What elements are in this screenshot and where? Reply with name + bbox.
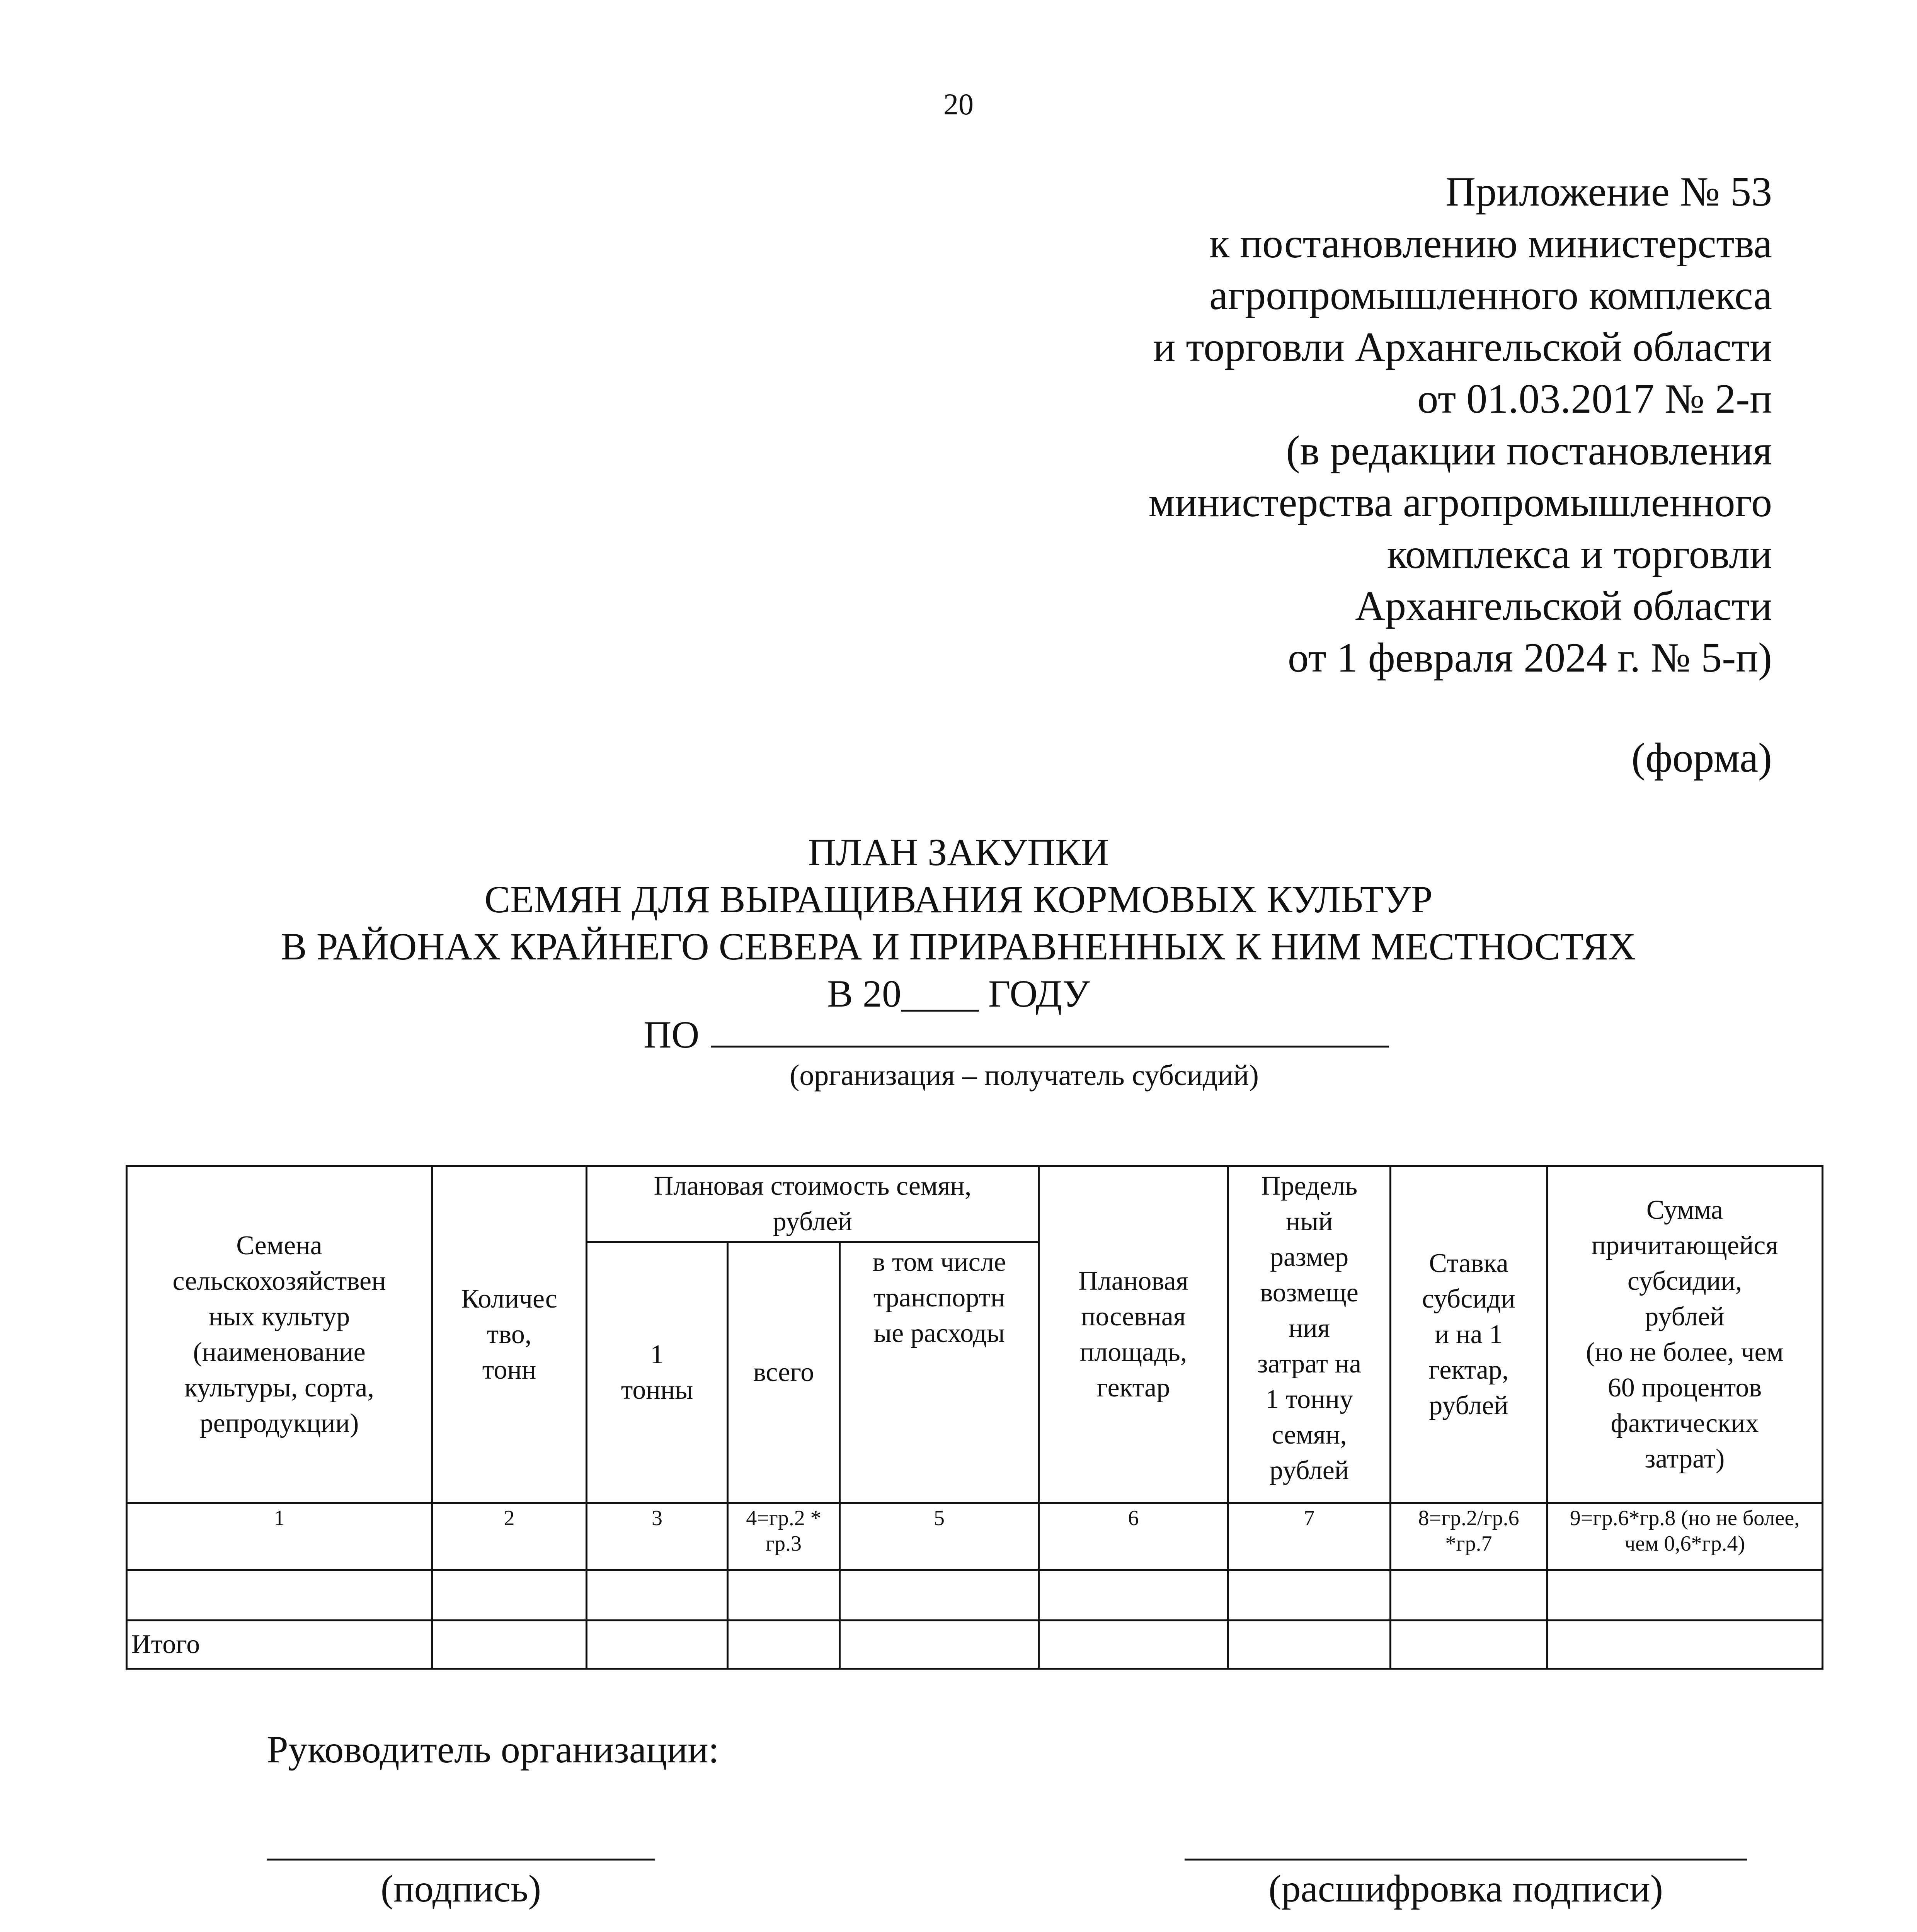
header-quantity: Количес тво, тонн bbox=[432, 1166, 587, 1503]
column-number: 8=гр.2/гр.6 *гр.7 bbox=[1391, 1503, 1547, 1570]
column-number: 2 bbox=[432, 1503, 587, 1570]
table-cell[interactable] bbox=[1547, 1621, 1823, 1669]
column-number: 7 bbox=[1228, 1503, 1391, 1570]
appendix-line: от 01.03.2017 № 2-п bbox=[1417, 376, 1772, 422]
header-planned-area: Плановая посевная площадь, гектар bbox=[1039, 1166, 1228, 1503]
appendix-line: к постановлению министерства bbox=[1209, 221, 1772, 267]
appendix-line: агропромышленного комплекса bbox=[1209, 272, 1772, 318]
table-cell[interactable] bbox=[728, 1570, 840, 1621]
column-number: 6 bbox=[1039, 1503, 1228, 1570]
column-number: 1 bbox=[127, 1503, 432, 1570]
header-cost-total: всего bbox=[728, 1242, 840, 1503]
procurement-plan-table bbox=[126, 1165, 1823, 1670]
table-cell[interactable] bbox=[432, 1621, 587, 1669]
org-prefix: ПО bbox=[644, 1013, 700, 1056]
table-cell[interactable] bbox=[728, 1621, 840, 1669]
organization-line bbox=[644, 1012, 1389, 1057]
appendix-line: Приложение № 53 bbox=[1445, 169, 1772, 215]
appendix-line: (в редакции постановления bbox=[1286, 428, 1772, 474]
table-cell[interactable] bbox=[1391, 1570, 1547, 1621]
header-subsidy-rate: Ставка субсиди и на 1 гектар, рублей bbox=[1391, 1166, 1547, 1503]
page-number: 20 bbox=[943, 87, 974, 121]
column-number: 4=гр.2 * гр.3 bbox=[728, 1503, 840, 1570]
total-row bbox=[127, 1621, 1823, 1669]
table-cell[interactable] bbox=[432, 1570, 587, 1621]
title-line: В РАЙОНАХ КРАЙНЕГО СЕВЕРА И ПРИРАВНЕННЫХ К НИМ МЕСТНОСТЯХ bbox=[281, 925, 1636, 968]
organization-field[interactable] bbox=[711, 1014, 1389, 1048]
header-subsidy-amount: Сумма причитающейся субсидии, рублей (но не более, чем 60 процентов фактических затрат) bbox=[1547, 1166, 1823, 1503]
title-line: В 20____ ГОДУ bbox=[827, 972, 1090, 1015]
head-signature-caption: (подпись) bbox=[380, 1867, 541, 1910]
table-cell[interactable] bbox=[1547, 1570, 1823, 1621]
head-signature-line[interactable] bbox=[267, 1859, 655, 1861]
org-caption: (организация – получатель субсидий) bbox=[790, 1059, 1259, 1092]
column-number: 5 bbox=[840, 1503, 1039, 1570]
appendix-line: комплекса и торговли bbox=[1387, 531, 1772, 577]
header-planned-cost: Плановая стоимость семян, рублей bbox=[587, 1166, 1039, 1242]
appendix-header bbox=[883, 166, 1772, 684]
column-number-row bbox=[127, 1503, 1823, 1570]
table-cell[interactable] bbox=[127, 1570, 432, 1621]
title-line: ПЛАН ЗАКУПКИ bbox=[808, 831, 1109, 874]
header-transport-costs: в том числе транспортн ые расходы bbox=[840, 1242, 1039, 1503]
head-label: Руководитель организации: bbox=[267, 1728, 719, 1771]
header-cost-per-ton: 1 тонны bbox=[587, 1242, 728, 1503]
appendix-line: и торговли Архангельской области bbox=[1153, 324, 1772, 370]
header-crop-seeds: Семена сельскохозяйствен ных культур (наименование культуры, сорта, репродукции) bbox=[127, 1166, 432, 1503]
table-cell[interactable] bbox=[840, 1621, 1039, 1669]
header-max-reimbursement: Предель ный размер возмеще ния затрат на 1 тонну семян, рублей bbox=[1228, 1166, 1391, 1503]
appendix-line: Архангельской области bbox=[1355, 583, 1772, 629]
total-label: Итого bbox=[127, 1621, 432, 1669]
head-decode-line[interactable] bbox=[1185, 1859, 1747, 1861]
document-title bbox=[0, 829, 1917, 1017]
table-row bbox=[127, 1570, 1823, 1621]
column-number: 3 bbox=[587, 1503, 728, 1570]
table-cell[interactable] bbox=[840, 1570, 1039, 1621]
appendix-line: от 1 февраля 2024 г. № 5-п) bbox=[1287, 635, 1772, 681]
appendix-line: министерства агропромышленного bbox=[1148, 480, 1772, 526]
table-cell[interactable] bbox=[1039, 1621, 1228, 1669]
head-decode-caption: (расшифровка подписи) bbox=[1268, 1867, 1663, 1910]
table-cell[interactable] bbox=[587, 1621, 728, 1669]
table-cell[interactable] bbox=[1228, 1570, 1391, 1621]
table-cell[interactable] bbox=[1391, 1621, 1547, 1669]
table-cell[interactable] bbox=[1039, 1570, 1228, 1621]
title-line: СЕМЯН ДЛЯ ВЫРАЩИВАНИЯ КОРМОВЫХ КУЛЬТУР bbox=[484, 878, 1433, 921]
form-mark: (форма) bbox=[1631, 735, 1772, 781]
column-number: 9=гр.6*гр.8 (но не более, чем 0,6*гр.4) bbox=[1547, 1503, 1823, 1570]
table-cell[interactable] bbox=[1228, 1621, 1391, 1669]
table-cell[interactable] bbox=[587, 1570, 728, 1621]
